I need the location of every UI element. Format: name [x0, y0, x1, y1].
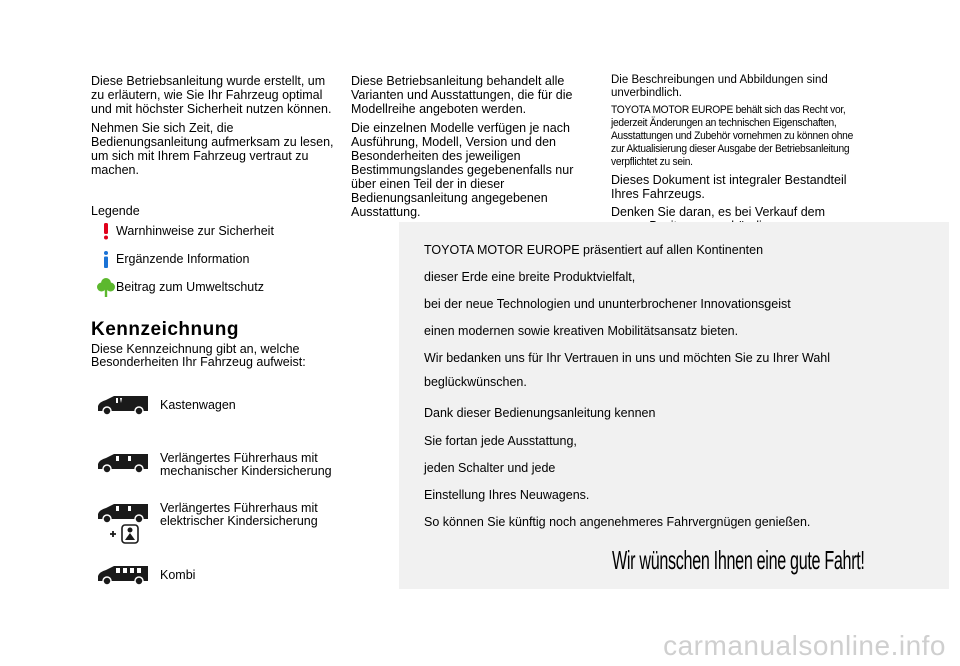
- panel-line: beglückwünschen.: [424, 375, 527, 389]
- vehicle-item-extended-electric: [96, 502, 356, 546]
- legend-item-info: [96, 249, 336, 269]
- closing-slogan: Wir wünschen Ihnen eine gute Fahrt!: [612, 545, 865, 575]
- section-description: Diese Kennzeichnung gibt an, welche Besonderheiten Ihr Fahrzeug aufweist:: [91, 342, 306, 369]
- vehicle-item-kombi: [96, 564, 356, 586]
- intro-paragraph: Diese Betriebsanleitung behandelt alle Varianten und Ausstattungen, die für die Modellreihe angeboten werden.: [351, 74, 573, 116]
- legend-label: Warnhinweise zur Sicherheit: [116, 224, 274, 238]
- intro-column-1: [91, 74, 339, 182]
- panel-line: dieser Erde eine breite Produktvielfalt,: [424, 270, 636, 284]
- legend-label: Beitrag zum Umweltschutz: [116, 280, 264, 294]
- tree-icon: [96, 277, 116, 297]
- vehicle-label: Verlängertes Führerhaus mit mechanischer Kindersicherung: [160, 451, 332, 478]
- legend-title: Legende: [91, 204, 140, 218]
- intro-paragraph: Nehmen Sie sich Zeit, die Bedienungsanleitung aufmerksam zu lesen, um sich mit Ihrem Fahrzeug vertraut zu machen.: [91, 121, 334, 177]
- panel-line: bei der neue Technologien und ununterbrochener Innovationsgeist: [424, 297, 791, 311]
- intro-column-2: [351, 74, 599, 224]
- van-kombi-icon: [96, 564, 150, 586]
- panel-line: Einstellung Ihres Neuwagens.: [424, 488, 590, 502]
- panel-line: Sie fortan jede Ausstattung,: [424, 434, 577, 448]
- van-extended-cab-electric-icon: [96, 502, 150, 546]
- panel-line: TOYOTA MOTOR EUROPE präsentiert auf allen Kontinenten: [424, 243, 764, 257]
- child-lock-icon: [108, 524, 142, 544]
- watermark: carmanualsonline.info: [663, 630, 946, 661]
- warning-icon: [96, 223, 116, 240]
- intro-paragraph: Die einzelnen Modelle verfügen je nach Ausführung, Modell, Version und den Besonderheiten des jeweiligen Bestimmungslandes gegebenenfalls nur über einen Teil der in dieser Bedienungsanleitung angegebenen Ausstattung.: [351, 121, 574, 219]
- section-heading: Kennzeichnung: [91, 319, 239, 340]
- panel-line: Dank dieser Bedienungsanleitung kennen: [424, 406, 656, 420]
- van-extended-cab-icon: [96, 452, 150, 474]
- intro-paragraph: Diese Betriebsanleitung wurde erstellt, um zu erläutern, wie Sie Ihr Fahrzeug optimal und mit höchster Sicherheit nutzen können.: [91, 74, 332, 116]
- legend-item-warning: [96, 221, 336, 241]
- intro-paragraph: Dieses Dokument ist integraler Bestandteil Ihres Fahrzeugs.: [611, 173, 847, 201]
- legend-label: Ergänzende Information: [116, 252, 250, 266]
- vehicle-label: Kombi: [160, 568, 196, 582]
- intro-column-3: [611, 74, 861, 237]
- disclaimer-paragraph: TOYOTA MOTOR EUROPE behält sich das Recht vor, jederzeit Änderungen an technischen Eigenschaften, Ausstattungen und Zubehör vornehmen zu können ohne zur Aktualisierung dieser Ausgabe der Betriebsanleitung verpflichtet zu sein.: [611, 104, 853, 168]
- panel-line: einen modernen sowie kreativen Mobilitätsansatz bieten.: [424, 324, 739, 338]
- van-icon: [96, 394, 150, 416]
- vehicle-label: Verlängertes Führerhaus mit elektrischer Kindersicherung: [160, 501, 318, 528]
- intro-paragraph: Denken Sie daran, es bei Verkauf dem: [611, 205, 826, 219]
- vehicle-label: Kastenwagen: [160, 398, 236, 412]
- vehicle-item-kastenwagen: [96, 394, 356, 416]
- panel-line: jeden Schalter und jede: [424, 461, 556, 475]
- intro-paragraph: Die Beschreibungen und Abbildungen sind unverbindlich.: [611, 74, 828, 99]
- vehicle-item-extended-mechanical: [96, 452, 356, 478]
- panel-line: Wir bedanken uns für Ihr Vertrauen in uns und möchten Sie zu Ihrer Wahl: [424, 351, 830, 365]
- legend-item-environment: [96, 277, 336, 297]
- panel-line: So können Sie künftig noch angenehmeres Fahrvergnügen genießen.: [424, 515, 811, 529]
- info-icon: [96, 251, 116, 268]
